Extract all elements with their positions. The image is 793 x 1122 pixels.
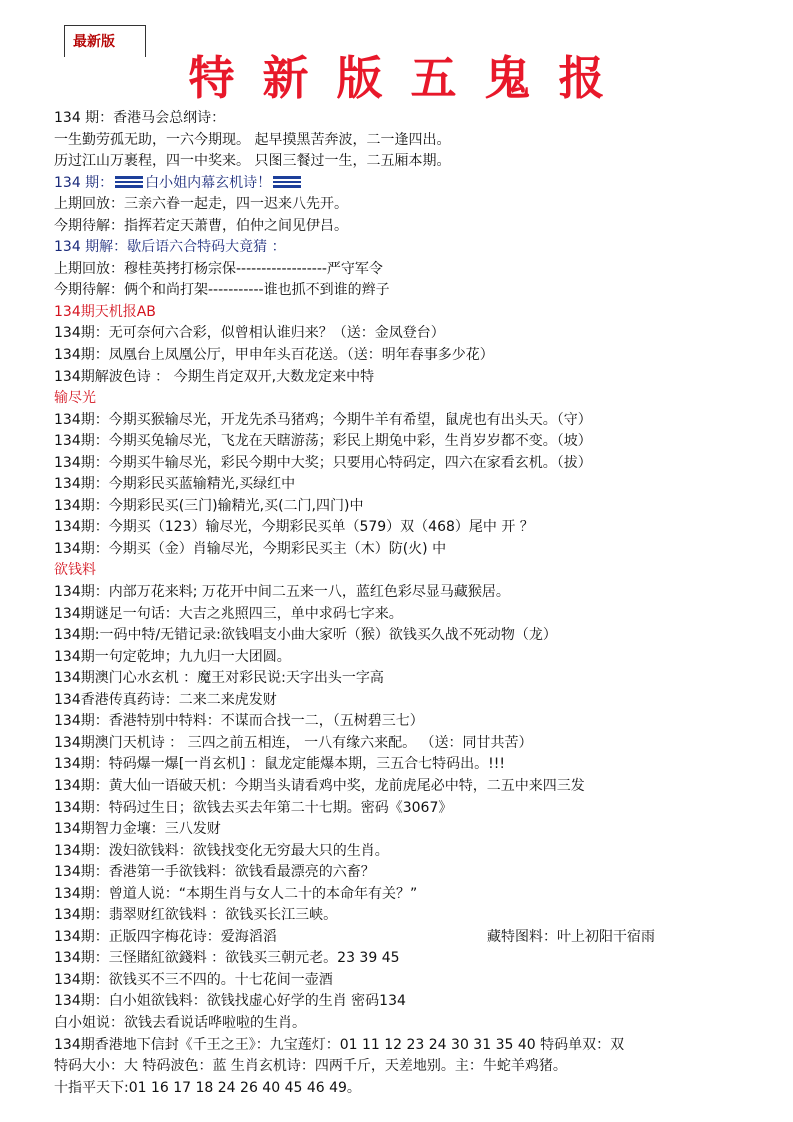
text-line: 特码大小：大 特码波色：蓝 生肖玄机诗：四两千斤，天差地别。主：牛蛇羊鸡猪。 <box>54 1058 567 1075</box>
text-line: 十指平天下:01 16 17 18 24 26 40 45 46 49。 <box>54 1079 361 1096</box>
text-line: 134期：泼妇欲钱料：欲钱找变化无穷最大只的生肖。 <box>54 842 389 859</box>
text-line: 134期：内部万花来料; 万花开中间二五来一八，蓝红色彩尽显马藏猴居。 <box>54 584 510 601</box>
white-lady-heading <box>54 173 789 195</box>
text-line: 134期智力金壤：三八发财 <box>54 821 221 838</box>
text-line: 134期：特码爆一爆[一肖玄机] ：鼠龙定能爆本期，三五合七特码出。!!! <box>54 756 505 773</box>
text-line: 134期解波色诗 ： 今期生肖定双开,大数龙定来中特 <box>54 368 375 385</box>
white-lady-prefix: 134 期： <box>54 174 114 191</box>
text-line: 134期香港地下信封《千王之王》：九宝莲灯：01 11 12 23 24 30 31 35 40 特码单双：双 <box>54 1036 625 1053</box>
text-line: 134期：黄大仙一语破天机：今期当头请看鸡中奖，龙前虎尾必中特，二五中来四三发 <box>54 777 585 794</box>
flag-icon <box>273 176 301 188</box>
text-line: 134期：曾道人说：“本期生肖与女人二十的本命年有关？” <box>54 885 418 902</box>
text-line: 134期：香港第一手欲钱料：欲钱看最漂亮的六畜？ <box>54 864 375 881</box>
plum-poem-right: 藏特图料：叶上初阳干宿雨 <box>487 928 655 945</box>
text-line: 134期：今期买兔输尽光，飞龙在天瞎游荡；彩民上期兔中彩，生肖岁岁都不变。（坡） <box>54 433 592 450</box>
text-line: 上期回放：穆桂英拷打杨宗保------------------严守军令 <box>54 260 383 277</box>
text-line: 今期待解：指挥若定天萧曹，伯仲之间见伊吕。 <box>54 217 348 234</box>
white-lady-text: 白小姐内幕玄机诗！ <box>145 174 272 191</box>
text-line: 今期待解：俩个和尚打架-----------谁也抓不到谁的辫子 <box>54 282 390 299</box>
text-line: 134期：无可奈何六合彩，似曾相认谁归来？（送：金凤登台） <box>54 325 445 342</box>
text-line: 134期：欲钱买不三不四的。十七花间一壶酒 <box>54 971 333 988</box>
text-line: 134期谜足一句话：大吉之兆照四三，单中求码七字来。 <box>54 605 403 622</box>
text-line: 134期澳门天机诗 ： 三四之前五相连， 一八有缘六来配。 （送：同甘共苦） <box>54 734 533 751</box>
text-line: 134期：翡翠财红欲钱料 ：欲钱买长江三峡。 <box>54 907 338 924</box>
text-line: 134期：三怪賭紅欲錢料 ：欲钱买三朝元老。23 39 45 <box>54 950 400 967</box>
section-heading: 134 期解：歇后语六合特码大竟猜 ： <box>54 239 286 256</box>
text-line: 134期：今期彩民买蓝输精光,买绿红中 <box>54 476 296 493</box>
plum-poem-line <box>54 927 789 949</box>
text-line: 134期：今期彩民买(三门)输精光,买(二门,四门)中 <box>54 497 364 514</box>
text-line: 134期:一码中特/无错记录:欲钱唱支小曲大家听（猴）欲钱买久战不死动物（龙） <box>54 627 557 644</box>
section-heading-lose-all: 输尽光 <box>54 390 96 407</box>
text-line: 134香港传真药诗：二来二来虎发财 <box>54 691 277 708</box>
plum-poem-left: 134期：正版四字梅花诗：爱海滔滔 <box>54 928 277 945</box>
text-line: 134期：今期买牛输尽光，彩民今期中大奖；只要用心特码定，四六在家看玄机。（拔） <box>54 454 592 471</box>
text-line: 134期：今期买猴输尽光，开龙先杀马猪鸡；今期牛羊有希望，鼠虎也有出头天。（守） <box>54 411 592 428</box>
page-title: 特新版五鬼报 <box>188 51 633 105</box>
text-line: 134期：今期买（金）肖输尽光，今期彩民买主（木）防(火) 中 <box>54 540 447 557</box>
section-heading-money: 欲钱料 <box>54 562 96 579</box>
section-heading-tianji: 134期天机报AB <box>54 303 156 320</box>
text-line: 134期一句定乾坤；九九归一大团圆。 <box>54 648 291 665</box>
text-line: 134期：凤凰台上凤凰公厅，甲申年头百花送。（送：明年春事多少花） <box>54 347 494 364</box>
text-line: 134期：今期买（123）输尽光，今期彩民买单（579）双（468）尾中 开 ？ <box>54 519 534 536</box>
badge-label: 最新版 <box>73 34 115 50</box>
text-line: 白小姐说：欲钱去看说话哗啦啦的生肖。 <box>54 1014 306 1031</box>
text-line: 历过江山万裹程，四一中奖来。 只图三餐过一生，二五厢本期。 <box>54 153 451 170</box>
text-line: 134期：特码过生日；欲钱去买去年第二十七期。密码《3067》 <box>54 799 453 816</box>
flag-icon <box>115 176 143 188</box>
text-line: 一生勤劳孤无助，一六今期现。 起早摸黑苦奔波，二一逢四出。 <box>54 131 451 148</box>
text-line: 134期：香港特别中特料：不谋而合找一二，（五树碧三七） <box>54 713 424 730</box>
text-line: 上期回放：三亲六眷一起走，四一迟来八先开。 <box>54 196 348 213</box>
text-line: 134期：白小姐欲钱料：欲钱找虚心好学的生肖 密码134 <box>54 993 406 1010</box>
document-body <box>54 108 789 1099</box>
text-line: 134 期：香港马会总纲诗： <box>54 110 226 126</box>
text-line: 134期澳门心水玄机 ：魔王对彩民说:天字出头一字高 <box>54 670 384 687</box>
